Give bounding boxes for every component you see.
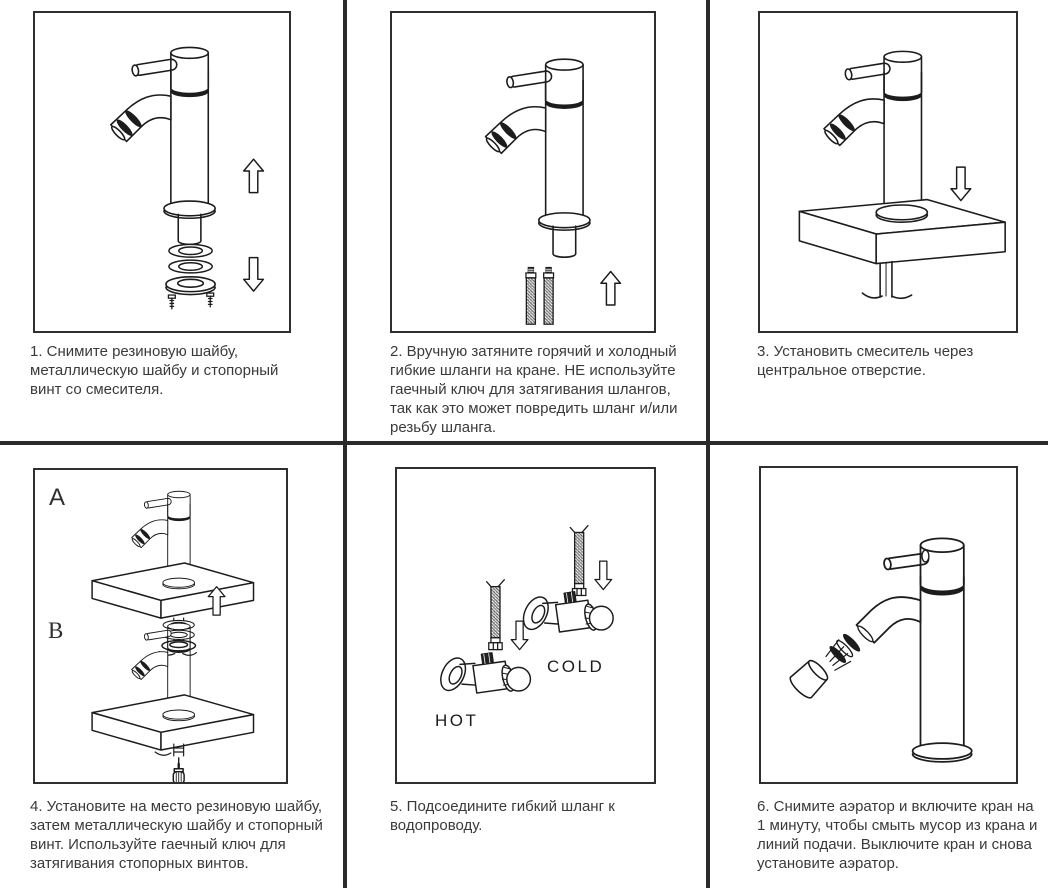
faucet-washers-illustration xyxy=(35,13,289,331)
faucet-hoses-illustration xyxy=(392,13,654,331)
panel-step-2 xyxy=(347,0,706,441)
arrow-down-icon xyxy=(595,561,612,589)
caption-step-2: 2. Вручную затяните горячий и холодный гибкие шланги на кране. НЕ используйте гаечный ключ для затягивания шлангов, так как это может повредить шланг и/или резьбу шланга. xyxy=(390,343,678,436)
arrow-down-icon xyxy=(951,167,971,200)
valves-hoses-illustration xyxy=(397,469,654,782)
grid-divider-horizontal xyxy=(0,441,1048,445)
cold-label: COLD xyxy=(547,657,605,676)
lock-flange-icon xyxy=(166,277,215,295)
cold-valve-icon xyxy=(519,590,614,633)
caption-step-1: 1. Снимите резиновую шайбу, металлическую шайбу и стопорный винт со смесителя. xyxy=(30,343,279,398)
arrow-up-icon xyxy=(244,159,264,192)
countertop-slab xyxy=(92,695,253,750)
panel-step-6 xyxy=(711,446,1048,888)
scene-a xyxy=(92,491,253,655)
figure-box-5 xyxy=(395,467,656,784)
flexible-hose-icon xyxy=(487,580,505,650)
countertop-slab xyxy=(92,563,253,618)
variant-label-a: A xyxy=(49,484,66,511)
flexible-hose-icon xyxy=(526,268,536,325)
caption-step-4: 4. Установите на место резиновую шайбу, затем металлическую шайбу и стопорный винт. Используйте гаечный ключ для затягивания стопорных винтов. xyxy=(30,798,323,872)
arrow-up-icon xyxy=(601,271,621,304)
screw-icon xyxy=(207,293,214,307)
metal-washer-icon xyxy=(169,260,212,273)
caption-step-6: 6. Снимите аэратор и включите кран на 1 минуту, чтобы смыть мусор из крана и линий подачи. Выключите кран и снова установите аэратор. xyxy=(757,798,1038,872)
figure-box-1 xyxy=(33,11,291,333)
figure-box-6 xyxy=(759,466,1018,784)
washer-installation-illustration xyxy=(35,470,286,782)
arrow-down-icon xyxy=(244,258,264,291)
rubber-washer-icon xyxy=(169,244,212,257)
figure-box-3 xyxy=(758,11,1018,333)
caption-step-5: 5. Подсоедините гибкий шланг к водопроводу. xyxy=(390,798,615,834)
caption-step-3: 3. Установить смеситель через центральное отверстие. xyxy=(757,343,974,379)
panel-step-5 xyxy=(347,446,706,888)
faucet-countertop-illustration xyxy=(760,13,1016,331)
aerator-removal-illustration xyxy=(761,468,1016,782)
variant-label-b: B xyxy=(48,618,64,643)
hot-label: HOT xyxy=(435,711,479,730)
hot-valve-icon xyxy=(436,651,531,694)
screwdriver-icon xyxy=(173,758,184,782)
aerator-icon xyxy=(790,658,830,698)
panel-step-3 xyxy=(711,0,1048,441)
panel-step-1 xyxy=(0,0,343,441)
mounting-shank xyxy=(862,262,911,299)
flexible-hose-icon xyxy=(544,268,554,325)
figure-box-4 xyxy=(33,468,288,784)
figure-box-2 xyxy=(390,11,656,333)
screw-icon xyxy=(168,295,175,309)
flexible-hose-icon xyxy=(570,526,588,596)
panel-step-4 xyxy=(0,446,343,888)
